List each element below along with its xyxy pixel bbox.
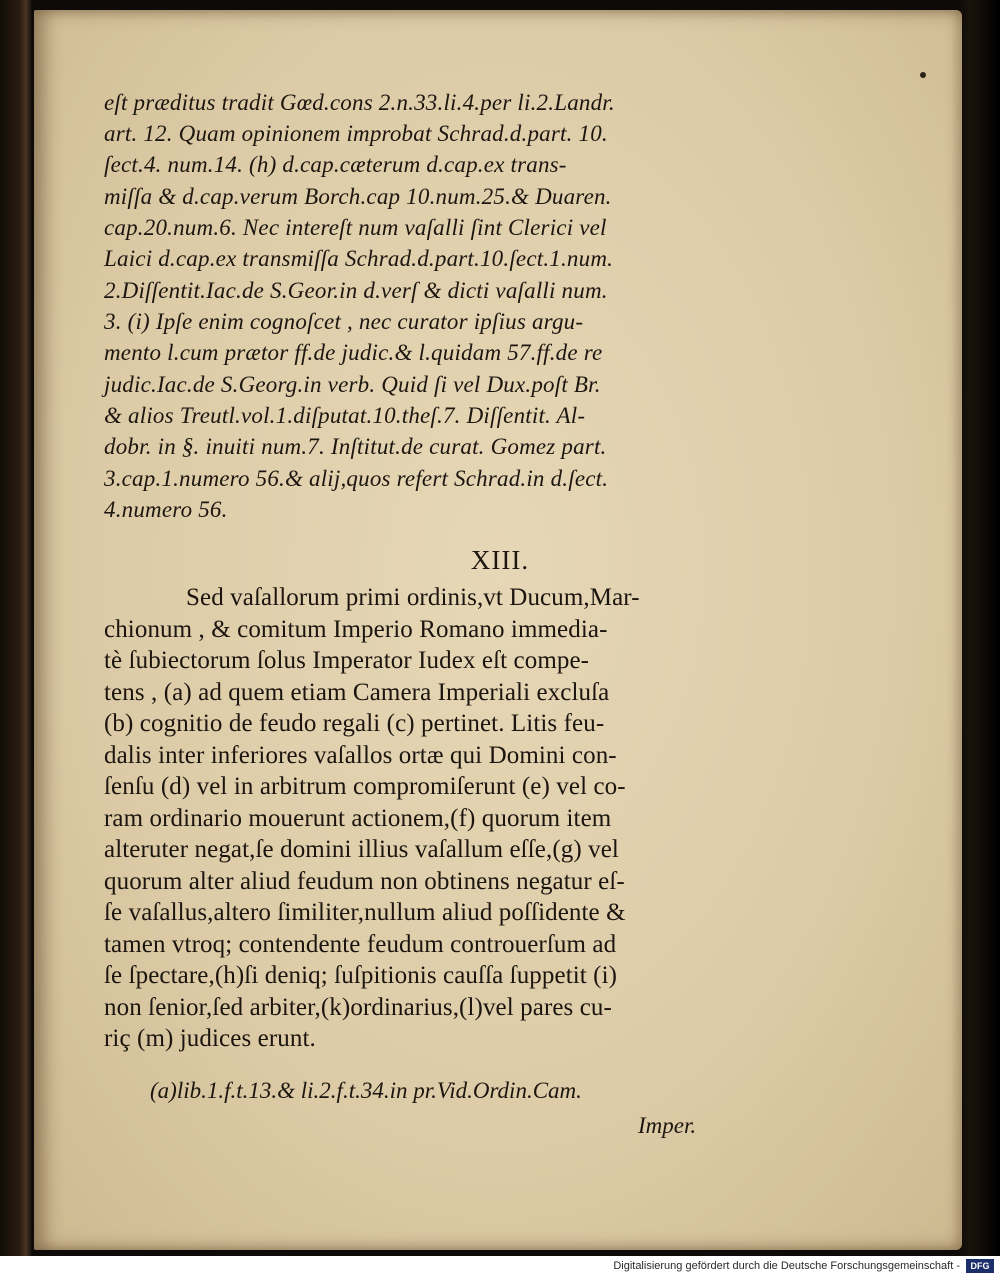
note-line: 3.cap.1.numero 56.& alij,quos refert Schrad.in d.ſect. (104, 466, 609, 491)
body-line: ſenſu (d) vel in arbitrum compromiſerunt (e) vel co- (104, 773, 626, 800)
body-line: chionum , & comitum Imperio Romano immedia- (104, 616, 608, 643)
body-line: Sed vaſallorum primi ordinis,vt Ducum,Mar- (186, 584, 640, 611)
note-line: ſect.4. num.14. (h) d.cap.cæterum d.cap.ex trans- (104, 152, 567, 177)
body-line: tamen vtroq; contendente feudum controuerſum ad (104, 931, 617, 958)
body-line: dalis inter inferiores vaſallos ortæ qui Domini con- (104, 742, 617, 769)
note-line: dobr. in §. inuiti num.7. Inſtitut.de curat. Gomez part. (104, 434, 607, 459)
note-line: eſt præditus tradit Gœd.cons 2.n.33.li.4.per li.2.Landr. (104, 90, 615, 115)
page-mark (920, 72, 926, 78)
note-line: art. 12. Quam opinionem improbat Schrad.d.part. 10. (104, 121, 608, 146)
body-line: (b) cognitio de feudo regali (c) pertinet. Litis feu- (104, 710, 605, 737)
note-line: 2.Diſſentit.Iac.de S.Geor.in d.verſ & dicti vaſalli num. (104, 278, 608, 303)
body-line: ſe ſpectare,(h)ſi deniq; ſuſpitionis cauſſa ſuppetit (i) (104, 962, 618, 989)
note-line: Laici d.cap.ex transmiſſa Schrad.d.part.10.ſect.1.num. (104, 246, 614, 271)
note-line: cap.20.num.6. Nec intereſt num vaſalli ſint Clerici vel (104, 215, 607, 240)
body-line: alteruter negat,ſe domini illius vaſallum eſſe,(g) vel (104, 836, 619, 863)
note-line: & alios Treutl.vol.1.diſputat.10.theſ.7. Diſſentit. Al- (104, 403, 586, 428)
footer-credit-text: Digitalisierung gefördert durch die Deutsche Forschungsgemeinschaft - (613, 1260, 960, 1272)
note-line: miſſa & d.cap.verum Borch.cap 10.num.25.& Duaren. (104, 184, 612, 209)
footnote-line: (a)lib.1.f.t.13.& li.2.f.t.34.in pr.Vid.Ordin.Cam. (150, 1078, 582, 1103)
note-line: 3. (i) Ipſe enim cognoſcet , nec curator ipſius argu- (104, 309, 584, 334)
digitization-footer (0, 1256, 1000, 1277)
body-line: non ſenior,ſed arbiter,(k)ordinarius,(l)vel pares cu- (104, 994, 612, 1021)
body-line: ſe vaſallus,altero ſimiliter,nullum aliud poſſidente & (104, 899, 626, 926)
dfg-logo: DFG (966, 1259, 994, 1273)
note-line: mento l.cum prætor ff.de judic.& l.quidam 57.ff.de re (104, 340, 603, 365)
body-line: tè ſubiectorum ſolus Imperator Iudex eſt compe- (104, 647, 590, 674)
body-line: quorum alter aliud feudum non obtinens negatur eſ- (104, 868, 625, 895)
body-line: ram ordinario mouerunt actionem,(f) quorum item (104, 805, 612, 832)
body-line: riç (m) judices erunt. (104, 1025, 316, 1052)
note-line: judic.Iac.de S.Georg.in verb. Quid ſi vel Dux.poſt Br. (104, 372, 601, 397)
footnote-line: Imper. (638, 1113, 697, 1138)
body-line: tens , (a) ad quem etiam Camera Imperiali excluſa (104, 679, 610, 706)
section-heading: XIII. (470, 545, 530, 575)
note-line: 4.numero 56. (104, 497, 228, 522)
